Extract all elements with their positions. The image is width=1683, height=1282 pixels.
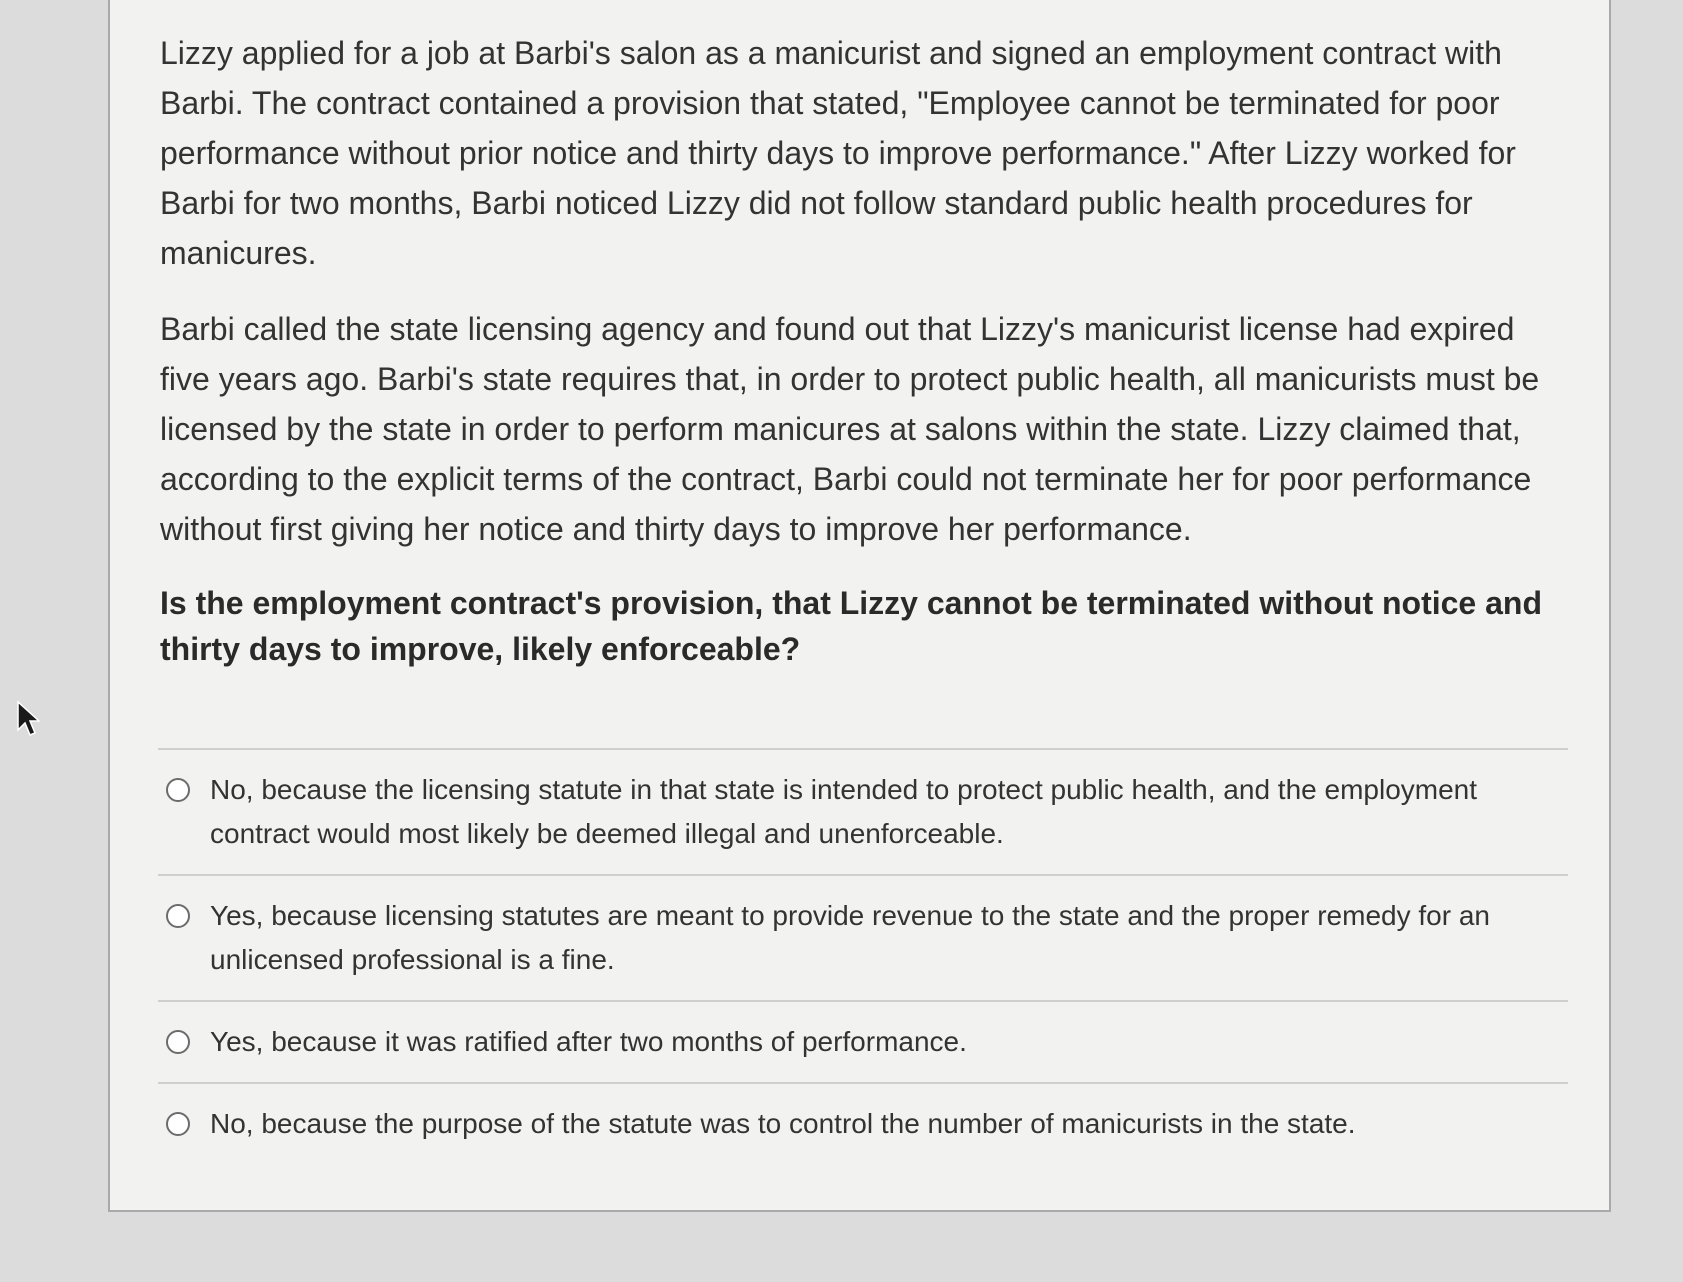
radio-button-1[interactable]: [166, 778, 190, 802]
question-paragraph-1: Lizzy applied for a job at Barbi's salon as a manicurist and signed an employment contract with Barbi. The contract contained a provision that stated, "Employee cannot be terminated for poor performance without prior notice and thirty days to improve performance." After Lizzy worked for Barbi for two months, Barbi noticed Lizzy did not follow standard public health procedures for manicures.: [160, 35, 1516, 271]
radio-button-3[interactable]: [166, 1030, 190, 1054]
radio-button-4[interactable]: [166, 1112, 190, 1136]
radio-button-2[interactable]: [166, 904, 190, 928]
question-card: [108, 0, 1611, 1212]
answer-label-1[interactable]: No, because the licensing statute in that state is intended to protect public health, and the employment contract would most likely be deemed illegal and unenforceable.: [210, 774, 1478, 849]
question-prompt: Is the employment contract's provision, that Lizzy cannot be terminated without notice and thirty days to improve, likely enforceable?: [160, 585, 1542, 667]
answer-label-4[interactable]: No, because the purpose of the statute was to control the number of manicurists in the state.: [210, 1108, 1356, 1139]
question-stem: [160, 28, 1560, 698]
mouse-pointer-icon: [16, 700, 40, 738]
question-paragraph-2: Barbi called the state licensing agency and found out that Lizzy's manicurist license had expired five years ago. Barbi's state requires that, in order to protect public health, all manicurists must be licensed by the state in order to perform manicures at salons within the state. Lizzy claimed that, according to the explicit terms of the contract, Barbi could not terminate her for poor performance without first giving her notice and thirty days to improve her performance.: [160, 311, 1540, 547]
answer-label-2[interactable]: Yes, because licensing statutes are meant to provide revenue to the state and the proper remedy for an unlicensed professional is a fine.: [210, 900, 1490, 975]
answer-option-1[interactable]: [158, 750, 1568, 874]
answer-option-2[interactable]: [158, 876, 1568, 1000]
answer-label-3[interactable]: Yes, because it was ratified after two months of performance.: [210, 1026, 967, 1057]
answer-option-3[interactable]: [158, 1002, 1568, 1082]
answer-option-4[interactable]: [158, 1084, 1568, 1164]
answer-list: [158, 748, 1568, 1164]
